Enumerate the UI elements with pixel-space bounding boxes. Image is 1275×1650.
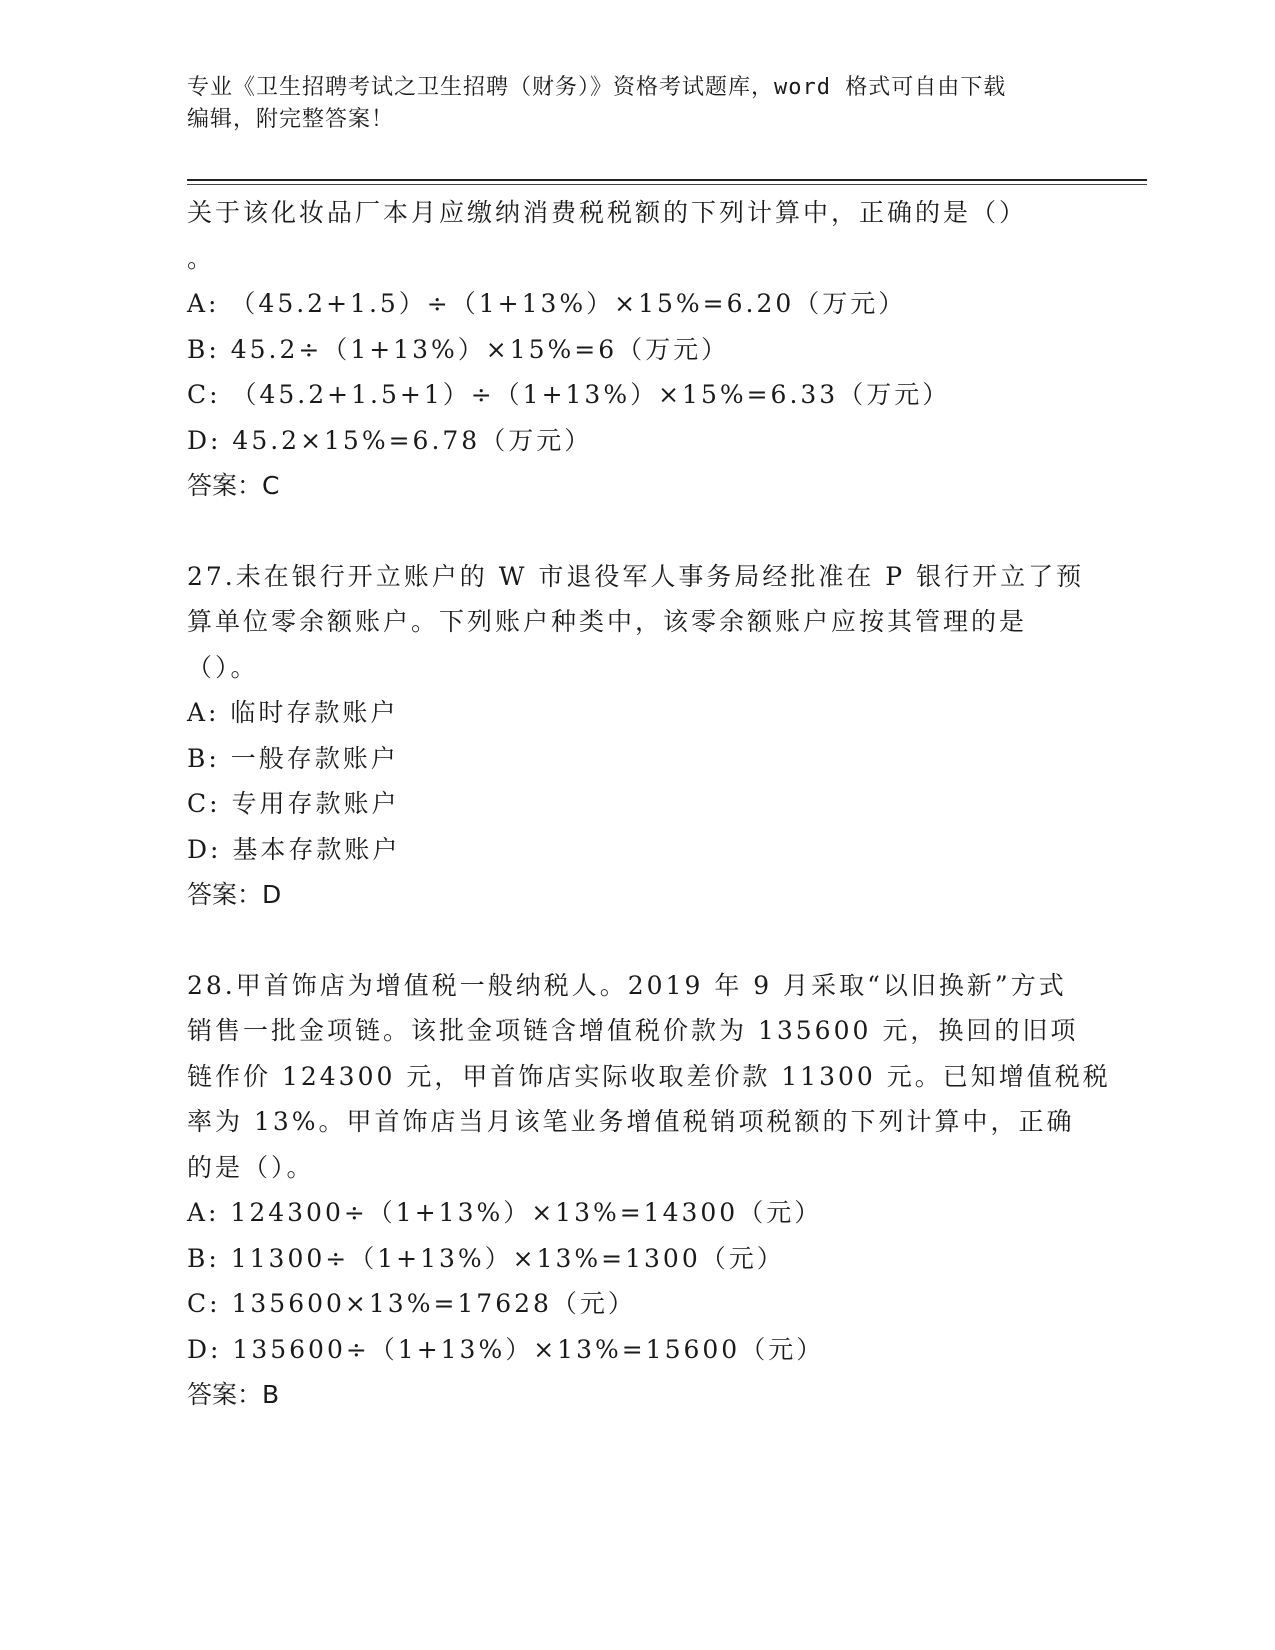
question-28 bbox=[187, 963, 1111, 1418]
question-stem-line: （）。 bbox=[187, 652, 259, 682]
option-b: B: 45.2÷（1+13%）×15%=6（万元） bbox=[187, 334, 730, 364]
option-b: B: 11300÷（1+13%）×13%=1300（元） bbox=[187, 1243, 785, 1273]
header-divider-thick bbox=[187, 179, 1147, 181]
question-list bbox=[187, 190, 1111, 1418]
option-a: A: 临时存款账户 bbox=[187, 698, 399, 727]
question-stem-line: 。 bbox=[187, 243, 216, 273]
header-line-1: 专业《卫生招聘考试之卫生招聘（财务）》资格考试题库，word 格式可自由下载 bbox=[187, 75, 1007, 100]
document-header bbox=[187, 72, 1087, 136]
question-stem-line: 率为 13%。甲首饰店当月该笔业务增值税销项税额的下列计算中，正确 bbox=[187, 1107, 1075, 1136]
question-stem-line: 的是（）。 bbox=[187, 1152, 315, 1182]
option-c: C: 专用存款账户 bbox=[187, 789, 400, 818]
option-d: D: 45.2×15%=6.78（万元） bbox=[187, 425, 593, 455]
option-d: D: 基本存款账户 bbox=[187, 834, 401, 864]
option-b: B: 一般存款账户 bbox=[187, 743, 399, 773]
question-stem-line: 28.甲首饰店为增值税一般纳税人。2019 年 9 月采取“以旧换新”方式 bbox=[187, 970, 1067, 1000]
question-gap bbox=[187, 509, 1087, 554]
option-c: C: 135600×13%=17628（元） bbox=[187, 1289, 636, 1318]
question-stem-line: 27.未在银行开立账户的 W 市退役军人事务局经批准在 P 银行开立了预 bbox=[187, 561, 1085, 591]
question-26 bbox=[187, 190, 1087, 509]
question-gap bbox=[187, 918, 1087, 963]
answer-text: 答案：D bbox=[187, 880, 282, 909]
question-stem-line: 销售一批金项链。该批金项链含增值税价款为 135600 元，换回的旧项 bbox=[187, 1016, 1079, 1045]
option-a: A: 124300÷（1+13%）×13%=14300（元） bbox=[187, 1198, 823, 1227]
question-27 bbox=[187, 554, 1087, 918]
question-stem-line: 关于该化妆品厂本月应缴纳消费税税额的下列计算中，正确的是（） bbox=[187, 198, 1028, 227]
option-a: A: （45.2+1.5）÷（1+13%）×15%=6.20（万元） bbox=[187, 289, 907, 318]
answer-text: 答案：B bbox=[187, 1380, 280, 1409]
option-d: D: 135600÷（1+13%）×13%=15600（元） bbox=[187, 1334, 825, 1364]
question-stem-line: 链作价 124300 元，甲首饰店实际收取差价款 11300 元。已知增值税税 bbox=[187, 1061, 1111, 1091]
header-line-2: 编辑，附完整答案！ bbox=[187, 107, 395, 132]
option-c: C: （45.2+1.5+1）÷（1+13%）×15%=6.33（万元） bbox=[187, 380, 951, 409]
header-divider-thin bbox=[187, 184, 1147, 185]
question-stem-line: 算单位零余额账户。下列账户种类中，该零余额账户应按其管理的是 bbox=[187, 607, 1028, 636]
answer-text: 答案：C bbox=[187, 471, 280, 500]
